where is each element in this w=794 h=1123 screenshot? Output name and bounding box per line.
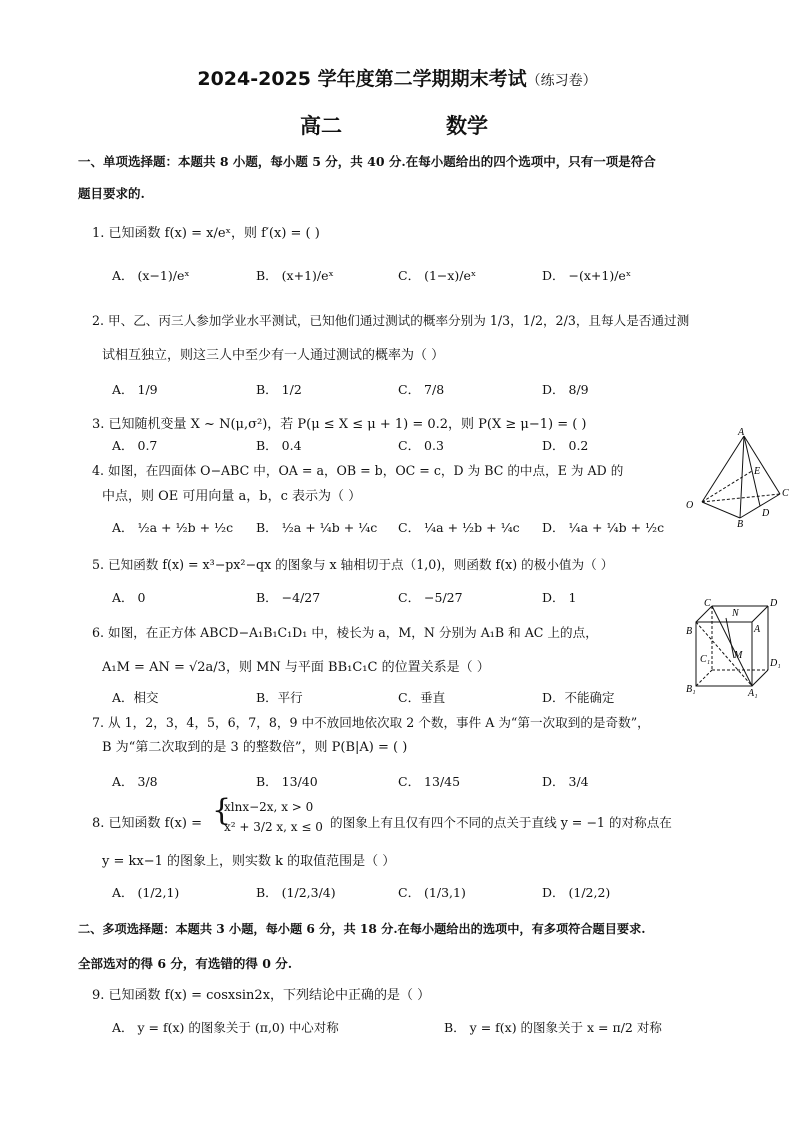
q9-option-b: B． y = f(x) 的图象关于 x = π/2 对称 bbox=[444, 1020, 662, 1035]
q1-option-d: D． −(x+1)/eˣ bbox=[542, 268, 632, 283]
svg-text:C: C bbox=[782, 488, 789, 499]
q5-stem: 5. 已知函数 f(x) = x³−px²−qx 的图象与 x 轴相切于点（1,0)，则函数 f(x) 的极小值为（ ） bbox=[92, 557, 614, 572]
section1-line2: 题目要求的. bbox=[78, 186, 145, 201]
q3-option-a: A． 0.7 bbox=[112, 438, 158, 453]
q8-option-c: C． (1/3,1) bbox=[398, 885, 466, 900]
q6-option-d: D．不能确定 bbox=[542, 690, 615, 705]
q1-option-c: C． (1−x)/eˣ bbox=[398, 268, 477, 283]
svg-text:C₁: C₁ bbox=[700, 654, 711, 665]
q2-option-b: B． 1/2 bbox=[256, 382, 302, 397]
q8-case2: x² + 3/2 x, x ≤ 0 bbox=[224, 820, 323, 834]
q9-stem: 9. 已知函数 f(x) = cosxsin2x，下列结论中正确的是（ ） bbox=[92, 988, 431, 1003]
q7-option-b: B． 13/40 bbox=[256, 774, 318, 789]
svg-text:B: B bbox=[737, 519, 744, 530]
q1-option-b: B． (x+1)/eˣ bbox=[256, 268, 334, 283]
q7-line1: 7. 从 1，2，3，4，5，6，7，8，9 中不放回地依次取 2 个数，事件 A 为“第一次取到的是奇数”， bbox=[92, 715, 650, 730]
grade-label: 高二 bbox=[300, 114, 342, 138]
q9-option-a: A． y = f(x) 的图象关于 (π,0) 中心对称 bbox=[112, 1020, 339, 1035]
q6-option-c: C．垂直 bbox=[398, 690, 446, 705]
subject-label: 数学 bbox=[446, 114, 488, 138]
svg-text:E: E bbox=[754, 466, 761, 477]
q4-line1: 4. 如图，在四面体 O−ABC 中，OA = a，OB = b，OC = c，D 为 BC 的中点，E 为 AD 的 bbox=[92, 463, 624, 478]
svg-text:B: B bbox=[686, 626, 693, 637]
q3-option-b: B． 0.4 bbox=[256, 438, 302, 453]
q8-option-a: A． (1/2,1) bbox=[112, 885, 180, 900]
q4-option-c: C． ¼a + ½b + ¼c bbox=[398, 520, 520, 535]
q6-option-b: B．平行 bbox=[256, 690, 303, 705]
svg-text:D: D bbox=[770, 598, 778, 609]
q7-option-a: A． 3/8 bbox=[112, 774, 158, 789]
svg-text:D₁: D₁ bbox=[770, 658, 781, 669]
q2-line2: 试相互独立，则这三人中至少有一人通过测试的概率为（ ） bbox=[102, 348, 445, 363]
q8-option-d: D． (1/2,2) bbox=[542, 885, 611, 900]
q8-option-b: B． (1/2,3/4) bbox=[256, 885, 336, 900]
q8-case1: xlnx−2x, x > 0 bbox=[224, 800, 314, 814]
q2-option-c: C． 7/8 bbox=[398, 382, 445, 397]
q2-line1: 2. 甲、乙、丙三人参加学业水平测试，已知他们通过测试的概率分别为 1/3，1/2，2/3，且每人是否通过测 bbox=[92, 313, 690, 328]
q7-option-d: D． 3/4 bbox=[542, 774, 589, 789]
svg-text:C: C bbox=[704, 598, 711, 609]
q5-option-b: B． −4/27 bbox=[256, 590, 321, 605]
section2-line2: 全部选对的得 6 分，有选错的得 0 分. bbox=[78, 956, 293, 971]
svg-text:A: A bbox=[754, 624, 761, 635]
svg-text:M: M bbox=[734, 650, 743, 661]
q4-option-d: D． ¼a + ¼b + ½c bbox=[542, 520, 665, 535]
q1-stem: 1. 已知函数 f(x) = x/eˣ，则 f′(x) = ( ) bbox=[92, 226, 320, 241]
q5-option-c: C． −5/27 bbox=[398, 590, 463, 605]
q3-stem: 3. 已知随机变量 X ~ N(μ,σ²)，若 P(μ ≤ X ≤ μ + 1) = 0.2，则 P(X ≥ μ−1) = ( ) bbox=[92, 417, 587, 432]
title-note: （练习卷） bbox=[526, 73, 597, 89]
q6-line2: A₁M = AN = √2a/3，则 MN 与平面 BB₁C₁C 的位置关系是（ ） bbox=[102, 660, 490, 675]
q5-option-a: A． 0 bbox=[112, 590, 146, 605]
tetrahedron-figure bbox=[682, 426, 794, 530]
q8-brace: { bbox=[212, 793, 232, 828]
svg-text:D: D bbox=[762, 508, 770, 519]
section1-line1: 一、单项选择题：本题共 8 小题，每小题 5 分，共 40 分.在每小题给出的四个选项中，只有一项是符合 bbox=[78, 154, 656, 169]
cube-figure bbox=[682, 596, 794, 700]
section2-line1: 二、多项选择题：本题共 3 小题，每小题 6 分，共 18 分.在每小题给出的选项中，有多项符合题目要求. bbox=[78, 922, 646, 936]
q2-option-d: D． 8/9 bbox=[542, 382, 589, 397]
q5-option-d: D． 1 bbox=[542, 590, 577, 605]
q7-option-c: C． 13/45 bbox=[398, 774, 461, 789]
svg-text:N: N bbox=[732, 608, 739, 619]
q2-option-a: A． 1/9 bbox=[112, 382, 158, 397]
q1-option-a: A． (x−1)/eˣ bbox=[112, 268, 190, 283]
q6-option-a: A．相交 bbox=[112, 690, 159, 705]
q7-line2: B 为“第二次取到的是 3 的整数倍”，则 P(B|A) = ( ) bbox=[102, 740, 408, 755]
q8-stem-end: 的图象上有且仅有四个不同的点关于直线 y = −1 的对称点在 bbox=[330, 815, 672, 830]
q4-line2: 中点，则 OE 可用向量 a，b，c 表示为（ ） bbox=[102, 489, 362, 504]
page-title: 2024-2025 学年度第二学期期末考试（练习卷） bbox=[197, 68, 597, 90]
q6-line1: 6. 如图，在正方体 ABCD−A₁B₁C₁D₁ 中，棱长为 a，M，N 分别为 A₁B 和 AC 上的点， bbox=[92, 625, 598, 640]
q4-option-a: A． ½a + ½b + ½c bbox=[112, 520, 234, 535]
svg-text:B₁: B₁ bbox=[686, 684, 696, 695]
q8-stem-start: 8. 已知函数 f(x) = bbox=[92, 816, 202, 831]
svg-text:A₁: A₁ bbox=[748, 688, 758, 699]
svg-text:A: A bbox=[738, 427, 745, 438]
svg-text:O: O bbox=[686, 500, 694, 511]
q3-option-c: C． 0.3 bbox=[398, 438, 444, 453]
q4-option-b: B． ½a + ¼b + ¼c bbox=[256, 520, 378, 535]
q8-line2: y = kx−1 的图象上，则实数 k 的取值范围是（ ） bbox=[102, 854, 396, 869]
q3-option-d: D． 0.2 bbox=[542, 438, 589, 453]
